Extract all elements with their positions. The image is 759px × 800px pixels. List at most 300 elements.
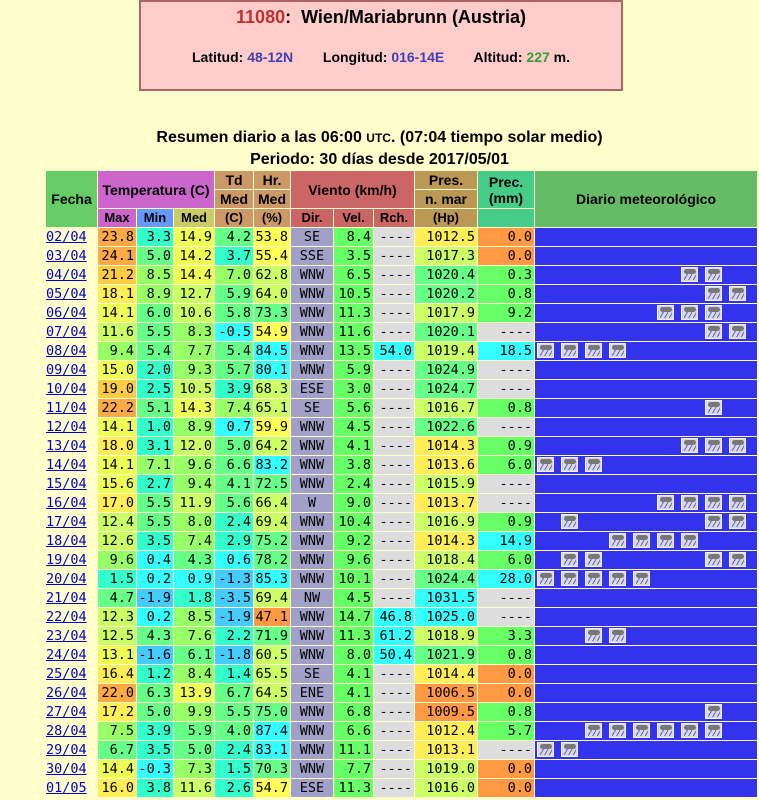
min-cell: 0.2 [137,608,173,626]
med-cell: 8.5 [174,608,214,626]
fecha-cell[interactable] [46,760,97,778]
summary-time: Resumen diario a las 06:00 [156,129,362,146]
summary-line-2: Periodo: 30 días desde 2017/05/01 [250,151,509,168]
vel-cell: 9.0 [334,494,373,512]
date-link[interactable]: 21/04 [46,590,87,606]
rch-cell: ---- [374,532,414,550]
min-cell: 7.1 [137,456,173,474]
fecha-cell[interactable] [46,608,97,626]
td-cell: 2.9 [215,532,253,550]
latitud-label: Latitud: [191,49,244,65]
prec-cell: ---- [478,418,534,436]
dir-cell: WNW [291,570,333,588]
diario-cell [535,665,757,683]
fecha-cell[interactable] [46,513,97,531]
pres-cell: 1019.0 [415,760,477,778]
table-row [46,627,757,645]
dir-cell: ESE [291,779,333,797]
date-link[interactable]: 26/04 [46,685,87,701]
diario-cell [535,304,757,322]
prec-cell: 0.3 [478,266,534,284]
fecha-cell[interactable] [46,703,97,721]
header-diario: Diario meteorológico [535,171,757,227]
prec-cell: 0.0 [478,665,534,683]
diario-cell [535,513,757,531]
fecha-cell[interactable] [46,361,97,379]
rain-icon [585,343,602,358]
rch-cell: ---- [374,399,414,417]
hr-cell: 72.5 [255,476,288,492]
date-link[interactable]: 04/04 [46,267,87,283]
rain-icon [609,571,626,586]
date-link[interactable]: 10/04 [46,381,87,397]
date-link[interactable]: 22/04 [46,609,87,625]
station-title: 11080: Wien/Mariabrunn (Austria) [236,7,526,27]
prec-cell: 18.5 [478,342,534,360]
vel-cell: 3.0 [334,380,373,398]
hr-cell: 62.8 [255,267,288,283]
prec-cell: 0.9 [478,437,534,455]
fecha-cell[interactable] [46,247,97,265]
rch-cell: ---- [374,513,414,531]
fecha-cell[interactable] [46,285,97,303]
rain-icon [657,495,674,510]
vel-cell: 11.6 [334,323,373,341]
vel-cell: 4.5 [334,589,373,607]
fecha-cell[interactable] [46,741,97,759]
fecha-cell[interactable] [46,551,97,569]
min-cell: 5.5 [137,513,173,531]
rain-icon [681,438,698,453]
rain-icon [609,723,626,738]
prec-cell: 0.0 [478,247,534,265]
vel-cell: 11.3 [334,304,373,322]
vel-cell: 3.8 [334,456,373,474]
med-cell: 9.9 [174,703,214,721]
pres-cell: 1020.2 [415,285,477,303]
min-cell: 5.5 [137,494,173,512]
rain-icon [609,343,626,358]
pres-cell: 1013.1 [415,741,477,759]
summary-solar: . (07:04 tiempo solar medio) [390,129,603,146]
max-cell: 14.1 [98,304,136,322]
date-link[interactable]: 30/04 [46,761,87,777]
diario-cell [535,437,757,455]
hr-cell: 75.2 [255,533,288,549]
min-cell: 6.3 [137,684,173,702]
rain-icon [609,533,626,548]
table-row [46,570,757,588]
fecha-cell[interactable] [46,437,97,455]
rch-cell: ---- [374,475,414,493]
max-cell: 18.0 [98,437,136,455]
prec-cell: ---- [478,608,534,626]
dir-cell: WNW [291,456,333,474]
station-code: 11080 [236,7,286,27]
td-cell: 5.7 [215,361,253,379]
hr-cell: 53.8 [255,229,288,245]
table-row [46,361,757,379]
date-link[interactable]: 01/05 [46,780,87,796]
vel-cell: 4.1 [334,437,373,455]
date-link[interactable]: 25/04 [46,666,87,682]
med-cell: 8.3 [174,323,214,341]
td-cell: 0.6 [215,551,253,569]
hr-cell: 78.2 [255,552,288,568]
table-row [46,551,757,569]
altitud-unit: m. [553,49,570,65]
hr-cell: 47.1 [255,609,288,625]
fecha-cell[interactable] [46,228,97,246]
dir-cell: WNW [291,627,333,645]
diario-cell [535,608,757,626]
min-cell: 5.0 [137,247,173,265]
rain-icon [561,571,578,586]
max-cell: 9.4 [98,342,136,360]
hr-cell: 71.9 [255,628,288,644]
table-row [46,760,757,778]
table-row [46,247,757,265]
header-td: Td [215,171,253,189]
min-cell: 5.4 [137,342,173,360]
max-cell: 9.6 [98,551,136,569]
min-cell: -1.6 [138,647,171,663]
dir-cell: SE [291,665,333,683]
pres-cell: 1022.6 [415,418,477,436]
header-viento: Viento (km/h) [291,171,414,208]
vel-cell: 11.1 [334,741,373,759]
rain-icon [633,533,650,548]
med-cell: 9.3 [174,361,214,379]
date-link[interactable]: 17/04 [46,514,87,530]
vel-cell: 6.6 [334,722,373,740]
dir-cell: WNW [291,475,333,493]
rch-cell: 61.2 [374,627,414,645]
med-cell: 8.0 [174,513,214,531]
prec-cell: ---- [478,494,534,512]
hr-cell: 64.2 [255,438,288,454]
fecha-cell[interactable] [46,627,97,645]
rch-cell: ---- [374,418,414,436]
header-prec-1: Prec. [488,173,524,190]
diario-cell [535,475,757,493]
pres-cell: 1017.9 [415,304,477,322]
pres-cell: 1018.4 [415,551,477,569]
date-link[interactable]: 16/04 [46,495,87,511]
diario-cell [535,266,757,284]
table-row [46,684,757,702]
rain-icon [585,723,602,738]
prec-cell: 6.0 [478,456,534,474]
rain-icon [705,305,722,320]
vel-cell: 10.4 [334,513,373,531]
max-cell: 12.3 [98,608,136,626]
max-cell: 16.4 [98,665,136,683]
rch-cell: 46.8 [374,608,414,626]
rain-icon [561,552,578,567]
prec-cell: 9.2 [478,304,534,322]
rch-cell: ---- [374,551,414,569]
header-hr-3: (%) [254,209,290,227]
header-hr: Hr. [254,171,290,189]
fecha-cell[interactable] [46,665,97,683]
rain-icon [561,514,578,529]
date-link[interactable]: 08/04 [46,343,87,359]
date-link[interactable]: 20/04 [46,571,87,587]
max-cell: 21.2 [98,266,136,284]
date-link[interactable]: 28/04 [46,723,87,739]
td-cell: 5.0 [215,437,253,455]
fecha-cell[interactable] [46,532,97,550]
pres-cell: 1012.4 [415,722,477,740]
dir-cell: SE [291,228,333,246]
rain-icon [537,742,554,757]
dir-cell: WNW [291,532,333,550]
table-row [46,285,757,303]
hr-cell: 73.3 [255,305,288,321]
rain-icon [729,286,746,301]
fecha-cell[interactable] [46,418,97,436]
prec-cell: 14.9 [478,532,534,550]
diario-cell [535,361,757,379]
dir-cell: SSE [291,247,333,265]
pres-cell: 1012.5 [415,228,477,246]
date-link[interactable]: 02/04 [46,229,87,245]
diario-cell [535,741,757,759]
hr-cell: 55.4 [255,248,288,264]
diario-cell [535,684,757,702]
vel-cell: 5.6 [334,399,373,417]
rch-cell: ---- [374,285,414,303]
dir-cell: WNW [291,722,333,740]
header-rch: Rch. [374,209,414,227]
dir-cell: ENE [291,684,333,702]
hr-cell: 60.5 [255,647,288,663]
fecha-cell[interactable] [46,589,97,607]
prec-cell: 0.0 [478,684,534,702]
td-cell: 5.9 [215,285,253,303]
fecha-cell[interactable] [46,342,97,360]
max-cell: 13.1 [98,646,136,664]
header-td-2: Med [215,190,253,208]
diario-cell [535,551,757,569]
rain-icon [561,742,578,757]
max-cell: 14.4 [98,760,136,778]
table-row [46,475,757,493]
min-cell: 8.5 [137,266,173,284]
date-link[interactable]: 19/04 [46,552,87,568]
longitud-value: 016-14E [391,49,445,65]
fecha-cell[interactable] [46,380,97,398]
rch-cell: ---- [374,380,414,398]
max-cell: 16.0 [98,779,136,797]
prec-cell: ---- [478,323,534,341]
med-cell: 9.6 [174,456,214,474]
max-cell: 17.2 [98,703,136,721]
date-link[interactable]: 03/04 [46,248,87,264]
rain-icon [705,324,722,339]
med-cell: 7.4 [174,532,214,550]
prec-cell: 28.0 [478,570,534,588]
fecha-cell[interactable] [46,475,97,493]
td-cell: 5.4 [215,342,253,360]
pres-cell: 1024.9 [415,361,477,379]
rain-icon [705,723,722,738]
min-cell: 3.3 [137,228,173,246]
prec-cell: ---- [478,589,534,607]
rain-icon [585,552,602,567]
date-link[interactable]: 15/04 [46,476,87,492]
date-link[interactable]: 07/04 [46,324,87,340]
rain-icon [681,533,698,548]
date-link[interactable]: 12/04 [46,419,87,435]
prec-cell: 3.3 [478,627,534,645]
hr-cell: 85.3 [255,571,288,587]
rain-icon [561,343,578,358]
date-link[interactable]: 23/04 [46,628,87,644]
min-cell: 2.5 [137,380,173,398]
fecha-cell[interactable] [46,266,97,284]
hr-cell: 84.5 [255,343,288,359]
rain-icon [537,457,554,472]
table-row [46,494,757,512]
dir-cell: WNW [291,513,333,531]
max-cell: 22.0 [98,684,136,702]
pres-cell: 1006.5 [415,684,477,702]
table-row [46,741,757,759]
td-cell: 1.5 [215,760,253,778]
pres-cell: 1021.9 [415,646,477,664]
rch-cell: ---- [374,361,414,379]
rain-icon [537,571,554,586]
rain-icon [657,723,674,738]
rch-cell: ---- [374,684,414,702]
hr-cell: 70.3 [255,761,288,777]
med-cell: 5.9 [174,722,214,740]
dir-cell: WNW [291,323,333,341]
min-cell: 1.2 [137,665,173,683]
vel-cell: 10.1 [334,570,373,588]
pres-cell: 1016.7 [415,399,477,417]
table-row [46,323,757,341]
date-link[interactable]: 27/04 [46,704,87,720]
vel-cell: 6.5 [334,266,373,284]
fecha-cell[interactable] [46,399,97,417]
fecha-cell[interactable] [46,494,97,512]
table-row [46,228,757,246]
med-cell: 7.7 [174,342,214,360]
date-link[interactable]: 11/04 [46,400,87,416]
td-cell: 4.0 [215,722,253,740]
max-cell: 18.1 [98,285,136,303]
min-cell: -1.9 [138,590,171,606]
diario-cell [535,779,757,797]
date-link[interactable]: 14/04 [46,457,87,473]
pres-cell: 1016.9 [415,513,477,531]
date-link[interactable]: 06/04 [46,305,87,321]
diario-cell [535,494,757,512]
table-row [46,380,757,398]
rch-cell: ---- [374,323,414,341]
pres-cell: 1024.4 [415,570,477,588]
hr-cell: 65.1 [255,400,288,416]
vel-cell: 8.4 [334,228,373,246]
date-link[interactable]: 18/04 [46,533,87,549]
diario-cell [535,722,757,740]
hr-cell: 83.2 [255,457,288,473]
hr-cell: 64.5 [255,685,288,701]
td-cell: 5.8 [215,304,253,322]
vel-cell: 3.5 [334,247,373,265]
dir-cell: WNW [291,646,333,664]
table-row [46,456,757,474]
date-link[interactable]: 05/04 [46,286,87,302]
date-link[interactable]: 24/04 [46,647,87,663]
hr-cell: 69.4 [255,514,288,530]
td-cell: 5.5 [215,703,253,721]
td-cell: 7.0 [215,266,253,284]
date-link[interactable]: 09/04 [46,362,87,378]
rain-icon [657,533,674,548]
vel-cell: 4.1 [334,684,373,702]
header-max: Max [98,209,136,227]
rch-cell: ---- [374,494,414,512]
rch-cell: ---- [374,247,414,265]
station-name: Wien/Mariabrunn (Austria) [301,7,526,27]
date-link[interactable]: 29/04 [46,742,87,758]
fecha-cell[interactable] [46,304,97,322]
rain-icon [633,571,650,586]
date-link[interactable]: 13/04 [46,438,87,454]
med-cell: 14.4 [174,266,214,284]
fecha-cell[interactable] [46,722,97,740]
td-cell: 2.6 [215,779,253,797]
table-row [46,703,757,721]
pres-cell: 1018.9 [415,627,477,645]
prec-cell: 0.8 [478,285,534,303]
max-cell: 12.6 [98,532,136,550]
fecha-cell[interactable] [46,646,97,664]
header-hr-2: Med [254,190,290,208]
dir-cell: WNW [291,608,333,626]
fecha-cell[interactable] [46,570,97,588]
fecha-cell[interactable] [46,684,97,702]
pres-cell: 1014.3 [415,532,477,550]
med-cell: 6.1 [174,646,214,664]
rain-icon [609,628,626,643]
vel-cell: 9.2 [334,532,373,550]
td-cell: 6.6 [215,456,253,474]
longitud-label: Longitud: [322,49,388,65]
min-cell: 5.0 [137,703,173,721]
summary-utc: UTC [366,131,391,145]
vel-cell: 9.6 [334,551,373,569]
fecha-cell[interactable] [46,456,97,474]
rch-cell: 54.0 [374,342,414,360]
rain-icon [681,267,698,282]
table-row [46,266,757,284]
fecha-cell[interactable] [46,779,97,797]
diario-cell [535,703,757,721]
diario-cell [535,532,757,550]
fecha-cell[interactable] [46,323,97,341]
header-pres-2: n. mar [415,190,477,208]
max-cell: 19.0 [98,380,136,398]
vel-cell: 2.4 [334,475,373,493]
rch-cell: ---- [374,228,414,246]
summary [0,127,759,170]
rain-icon [633,723,650,738]
